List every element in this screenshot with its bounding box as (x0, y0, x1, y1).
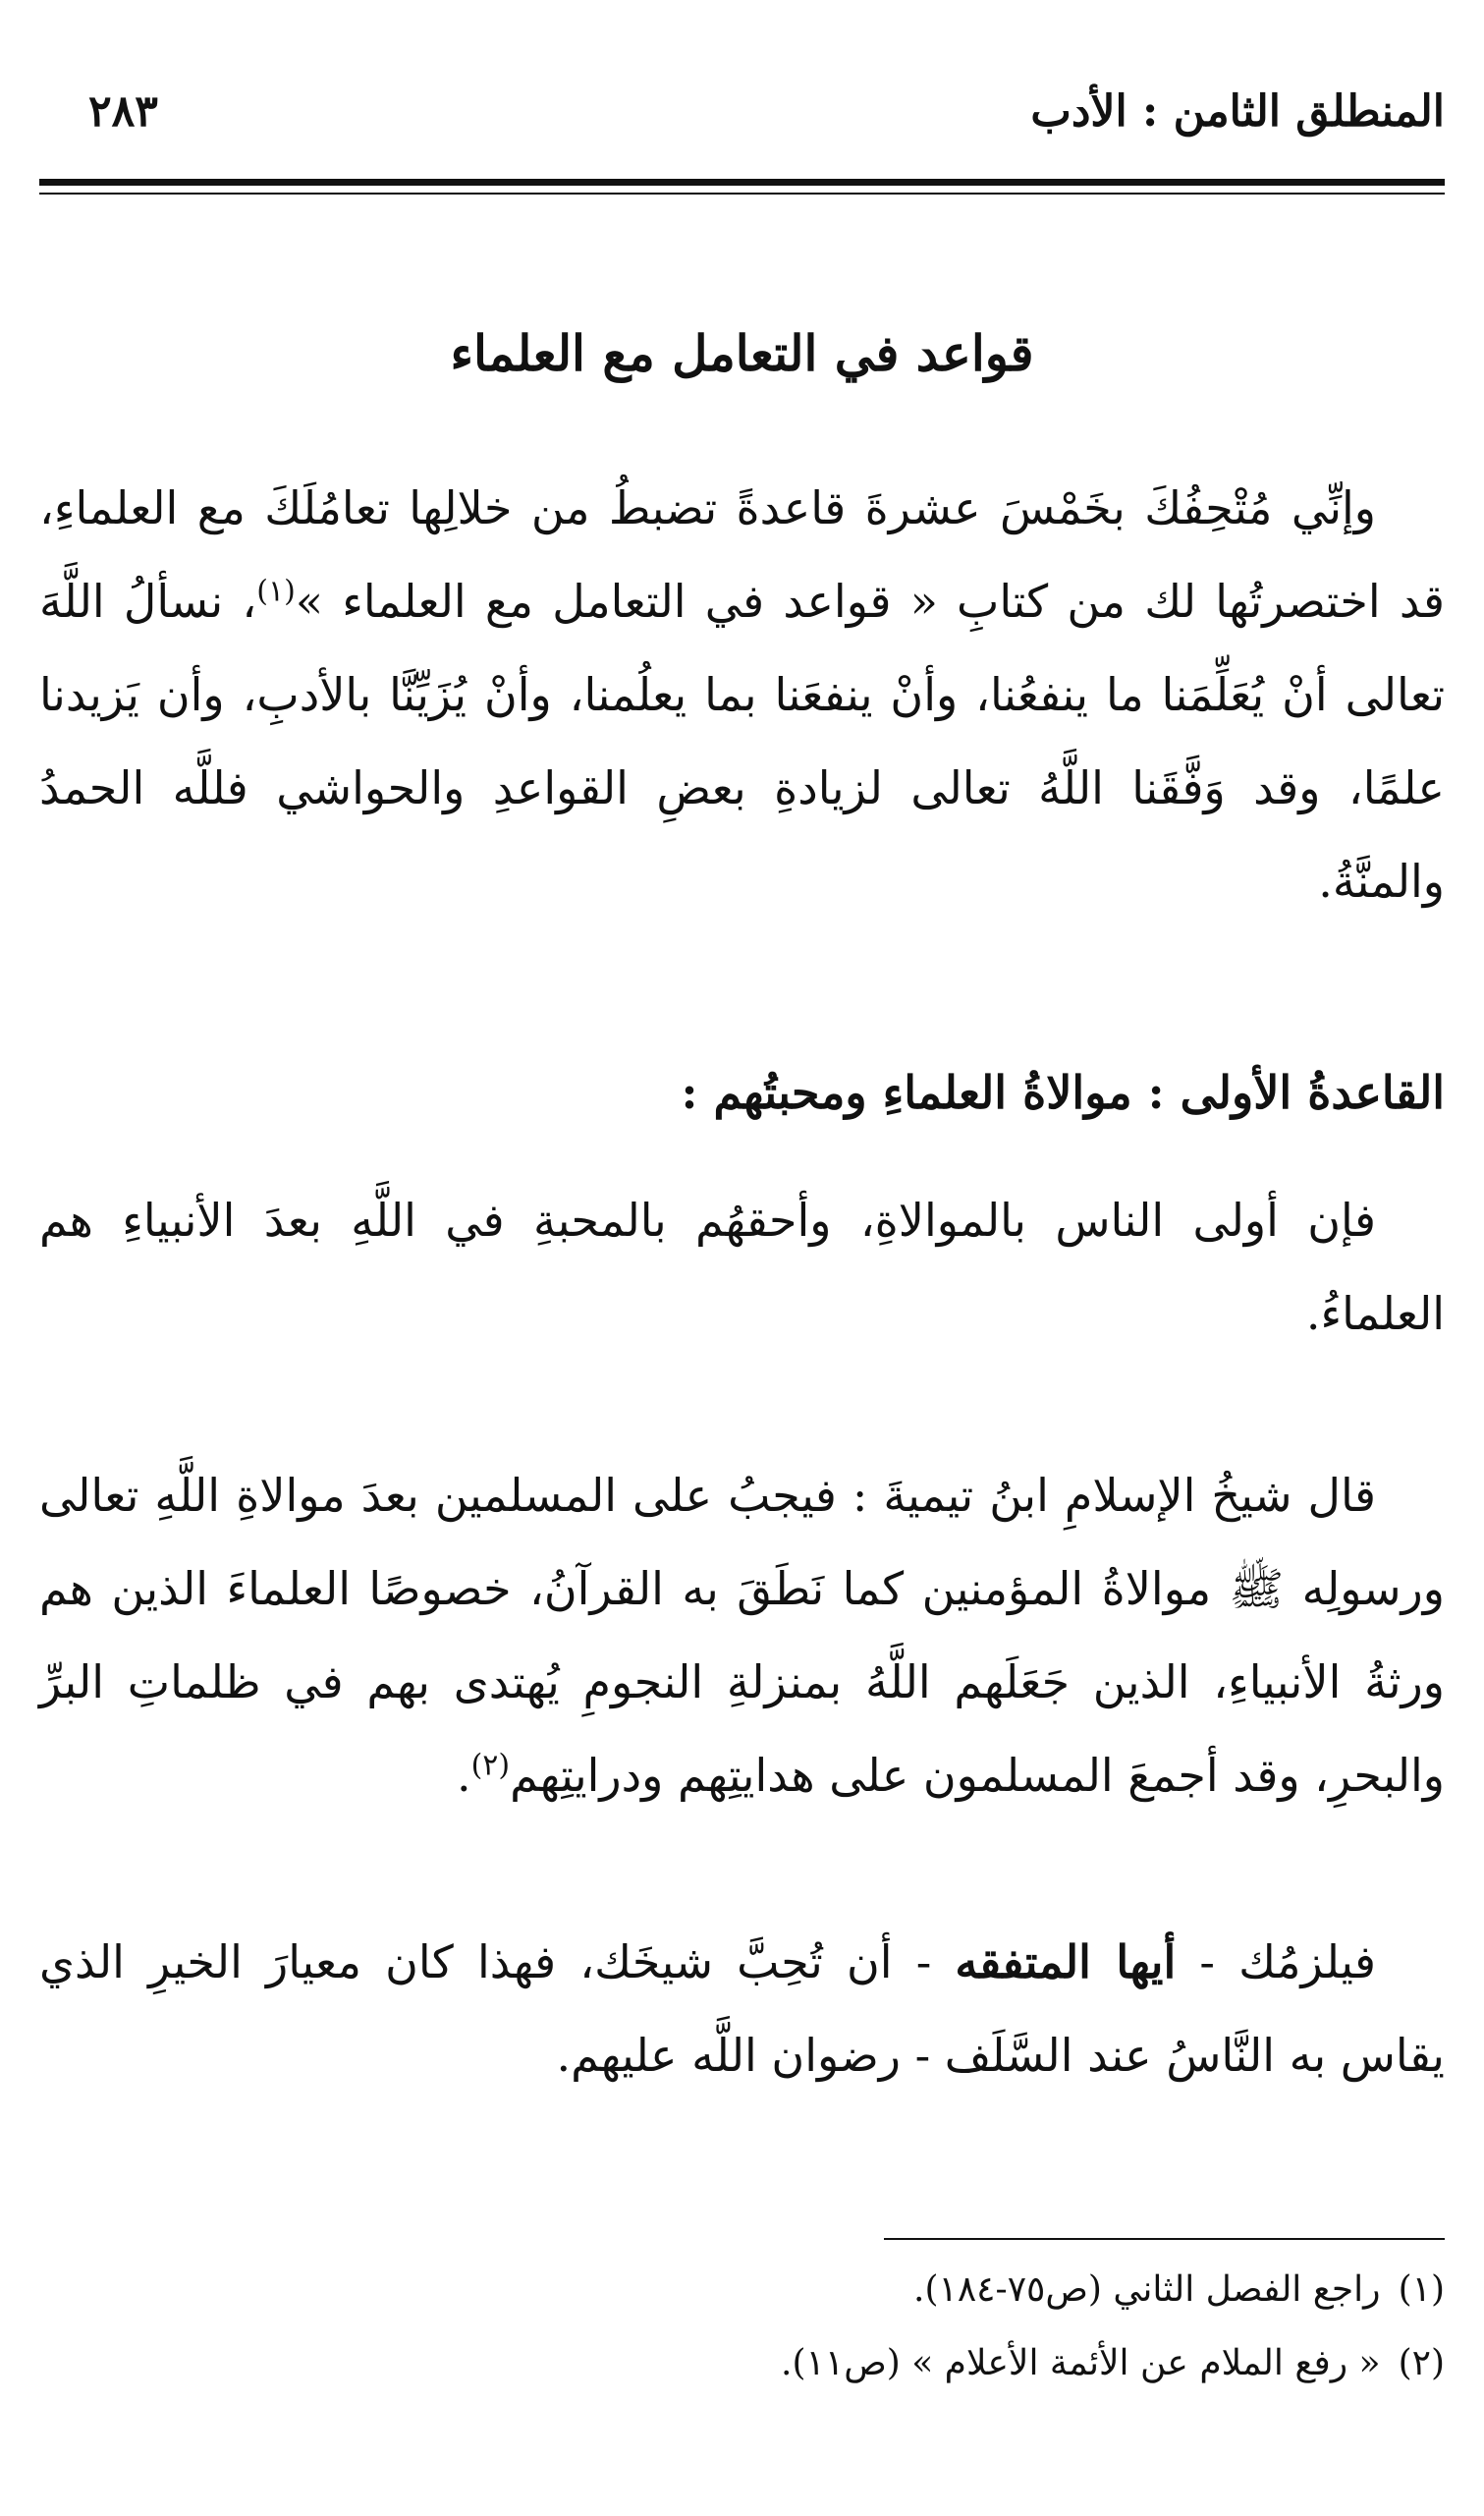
intro-text-1: وإنِّي مُتْحِفُكَ بخَمْسَ عشرةَ قاعدةً تضبطُ من خلالِها تعامُلَكَ مع العلماءِ، قد اختصرتُها لك من كتابِ « قواعد في التعامل مع العلماء » (39, 481, 1446, 628)
footnote-2-text: « رفع الملام عن الأئمة الأعلام » (ص١١). (781, 2343, 1381, 2383)
footnote-1-text: راجع الفصل الثاني (ص٧٥-١٨٤). (913, 2269, 1381, 2310)
footnote-separator (884, 2238, 1445, 2240)
rule-one-paragraph-2 (39, 1449, 1445, 1822)
rule-one-heading: القاعدةُ الأولى : موالاةُ العلماءِ ومحبتُهم : (681, 1066, 1445, 1119)
rule-one-paragraph-1: فإن أولى الناس بالموالاةِ، وأحقهُم بالمحبةِ في اللَّهِ بعدَ الأنبياءِ هم العلماءُ. (39, 1194, 1445, 1340)
quote-end: . (456, 1749, 471, 1802)
para-3-rest: - أن تُحِبَّ شيخَك، فهذا كان معيارَ الخيرِ الذي يقاس به النَّاسُ عند السَّلَف - رضوان اللَّه عليهم. (39, 1935, 1445, 2082)
footnote-1 (39, 2269, 1445, 2310)
footnote-ref-2: (٢) (470, 1748, 511, 1783)
rule-one-paragraph-3 (39, 1916, 1445, 2102)
running-head-section: المنطلق الثامن : الأدب (1030, 86, 1445, 137)
intro-paragraph (39, 462, 1445, 928)
quote-text: قال شيخُ الإسلامِ ابنُ تيميةَ : فيجبُ على المسلمين بعدَ موالاةِ اللَّهِ تعالى ورسولِه ﷺ موالاةُ المؤمنين كما نَطَقَ به القرآنُ، خصوصًا العلماءَ الذين هم ورثةُ الأنبياءِ، الذين جَعَلَهم اللَّهُ بمنزلةِ النجومِ يُهتدى بهم في ظلماتِ البرِّ والبحرِ، وقد أجمعَ المسلمون على هدايتِهم ودرايتِهم (39, 1469, 1445, 1802)
footnote-2 (39, 2343, 1445, 2383)
footnote-1-number: (١) (1398, 2269, 1445, 2310)
header-rule-thick (39, 179, 1445, 186)
header-rule-thin (39, 193, 1445, 195)
intro-text-2: ، نسألُ اللَّهَ تعالى أنْ يُعَلِّمَنا ما ينفعُنا، وأنْ ينفعَنا بما يعلُمنا، وأنْ يُزَيِّنَّا بالأدبِ، وأن يَزيدنا علمًا، وقد وَفَّقَنا اللَّهُ تعالى لزيادةِ بعضِ القواعدِ والحواشي فللَّه الحمدُ والمنَّةُ. (39, 575, 1445, 908)
page-number: ٢٨٣ (88, 86, 158, 137)
footnote-2-number: (٢) (1398, 2343, 1445, 2383)
para-3-start: فيلزمُك - (1176, 1935, 1376, 1988)
footnote-ref-1: (١) (256, 574, 296, 609)
chapter-title: قواعد في التعامل مع العلماء (450, 324, 1034, 382)
running-head (39, 86, 1445, 165)
para-3-bold-phrase: أيها المتفقه (955, 1935, 1177, 1988)
